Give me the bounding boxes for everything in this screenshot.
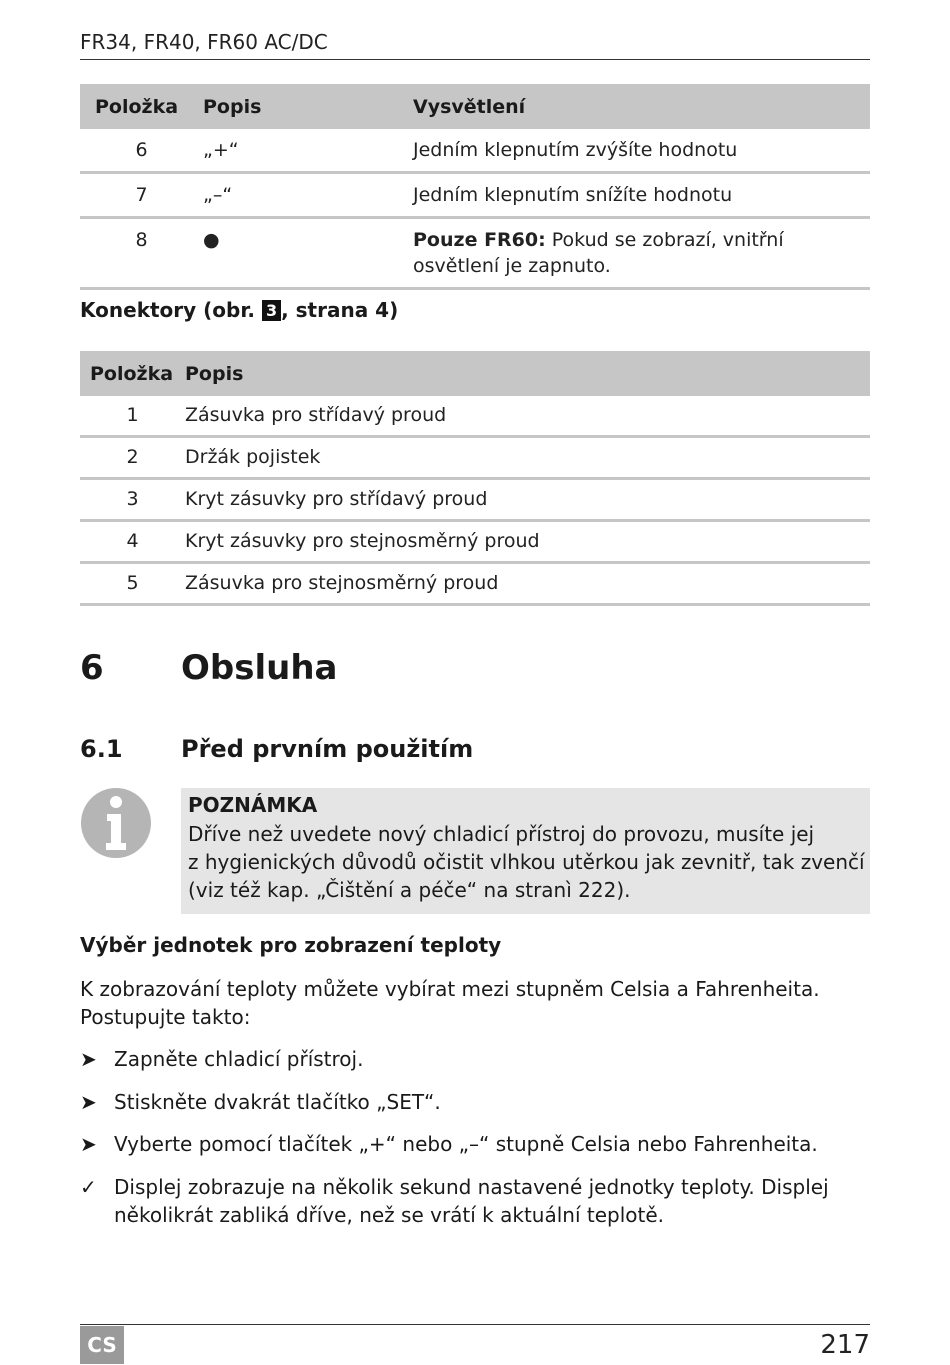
row-item-number: 1 bbox=[80, 396, 185, 437]
table-header-row bbox=[80, 84, 870, 129]
row-item-number: 7 bbox=[80, 173, 203, 218]
column-header-item: Položka bbox=[80, 351, 185, 396]
table-row bbox=[80, 129, 870, 173]
row-description: Kryt zásuvky pro stejnosměrný proud bbox=[185, 521, 870, 563]
column-header-item: Položka bbox=[80, 84, 203, 129]
row-item-number: 5 bbox=[80, 563, 185, 605]
result-line: několikrát zabliká dříve, než se vrátí k aktuální teplotě. bbox=[114, 1203, 665, 1227]
step-text: Stiskněte dvakrát tlačítko „SET“. bbox=[114, 1090, 441, 1114]
arrow-bullet-icon: ➤ bbox=[80, 1090, 97, 1114]
row-description: Držák pojistek bbox=[185, 437, 870, 479]
note-line: Dříve než uvedete nový chladicí přístroj do provozu, musíte jej bbox=[188, 822, 815, 846]
units-heading: Výběr jednotek pro zobrazení teploty bbox=[80, 933, 502, 957]
row-symbol: „–“ bbox=[203, 173, 413, 218]
header-divider bbox=[80, 59, 870, 60]
figure-reference-badge: 3 bbox=[262, 300, 281, 321]
document-header: FR34, FR40, FR60 AC/DC bbox=[80, 30, 328, 54]
row-item-number: 8 bbox=[80, 218, 203, 289]
arrow-bullet-icon: ➤ bbox=[80, 1047, 97, 1071]
step-text: Vyberte pomocí tlačítek „+“ nebo „–“ stupně Celsia nebo Fahrenheita. bbox=[114, 1132, 818, 1156]
row-symbol bbox=[203, 218, 413, 289]
row-description: Zásuvka pro stejnosměrný proud bbox=[185, 563, 870, 605]
table-row bbox=[80, 218, 870, 289]
intro-line: Postupujte takto: bbox=[80, 1005, 251, 1029]
table-row bbox=[80, 173, 870, 218]
explanation-text: Pokud se zobrazí, vnitřní osvětlení je zapnuto. bbox=[413, 229, 784, 277]
note-text bbox=[188, 820, 868, 904]
table-header-row bbox=[80, 351, 870, 396]
row-description: Kryt zásuvky pro střídavý proud bbox=[185, 479, 870, 521]
table-row bbox=[80, 521, 870, 563]
controls-table bbox=[80, 84, 870, 290]
note-line: z hygienických důvodů očistit vlhkou utěrkou jak zevnitř, tak zvenčí bbox=[188, 850, 865, 874]
intro-line: K zobrazování teploty můžete vybírat mezi stupněm Celsia a Fahrenheita. bbox=[80, 977, 820, 1001]
info-icon bbox=[80, 787, 152, 859]
dot-icon: ● bbox=[203, 229, 220, 251]
table-row bbox=[80, 563, 870, 605]
table-row bbox=[80, 437, 870, 479]
explanation-bold-prefix: Pouze FR60: bbox=[413, 229, 546, 251]
footer-divider bbox=[80, 1324, 870, 1325]
row-explanation bbox=[413, 218, 870, 289]
checkmark-icon: ✓ bbox=[80, 1175, 97, 1199]
chapter-number: 6 bbox=[80, 648, 104, 688]
connectors-heading-text: Konektory (obr. bbox=[80, 298, 255, 322]
result-item bbox=[80, 1173, 870, 1233]
page-number: 217 bbox=[820, 1330, 870, 1360]
note-line: (viz též kap. „Čištění a péče“ na stranì 222). bbox=[188, 878, 631, 902]
result-line: Displej zobrazuje na několik sekund nastavené jednotky teploty. Displej bbox=[114, 1175, 829, 1199]
arrow-bullet-icon: ➤ bbox=[80, 1132, 97, 1156]
column-header-description: Popis bbox=[185, 351, 870, 396]
row-item-number: 2 bbox=[80, 437, 185, 479]
section-number: 6.1 bbox=[80, 735, 123, 763]
connectors-table bbox=[80, 351, 870, 606]
row-explanation: Jedním klepnutím snížíte hodnotu bbox=[413, 173, 870, 218]
step-text: Zapněte chladicí přístroj. bbox=[114, 1047, 364, 1071]
result-text bbox=[114, 1173, 870, 1229]
section-title: Před prvním použitím bbox=[181, 735, 474, 763]
row-description: Zásuvka pro střídavý proud bbox=[185, 396, 870, 437]
table-row bbox=[80, 396, 870, 437]
column-header-explanation: Vysvětlení bbox=[413, 84, 870, 129]
row-item-number: 6 bbox=[80, 129, 203, 173]
connectors-heading bbox=[80, 298, 398, 322]
connectors-heading-page: , strana 4) bbox=[281, 298, 399, 322]
column-header-description: Popis bbox=[203, 84, 413, 129]
note-title: POZNÁMKA bbox=[188, 793, 318, 817]
row-item-number: 3 bbox=[80, 479, 185, 521]
row-explanation: Jedním klepnutím zvýšíte hodnotu bbox=[413, 129, 870, 173]
table-row bbox=[80, 479, 870, 521]
chapter-title: Obsluha bbox=[181, 648, 338, 688]
row-item-number: 4 bbox=[80, 521, 185, 563]
language-badge: CS bbox=[80, 1326, 124, 1364]
row-symbol: „+“ bbox=[203, 129, 413, 173]
units-intro bbox=[80, 975, 870, 1031]
